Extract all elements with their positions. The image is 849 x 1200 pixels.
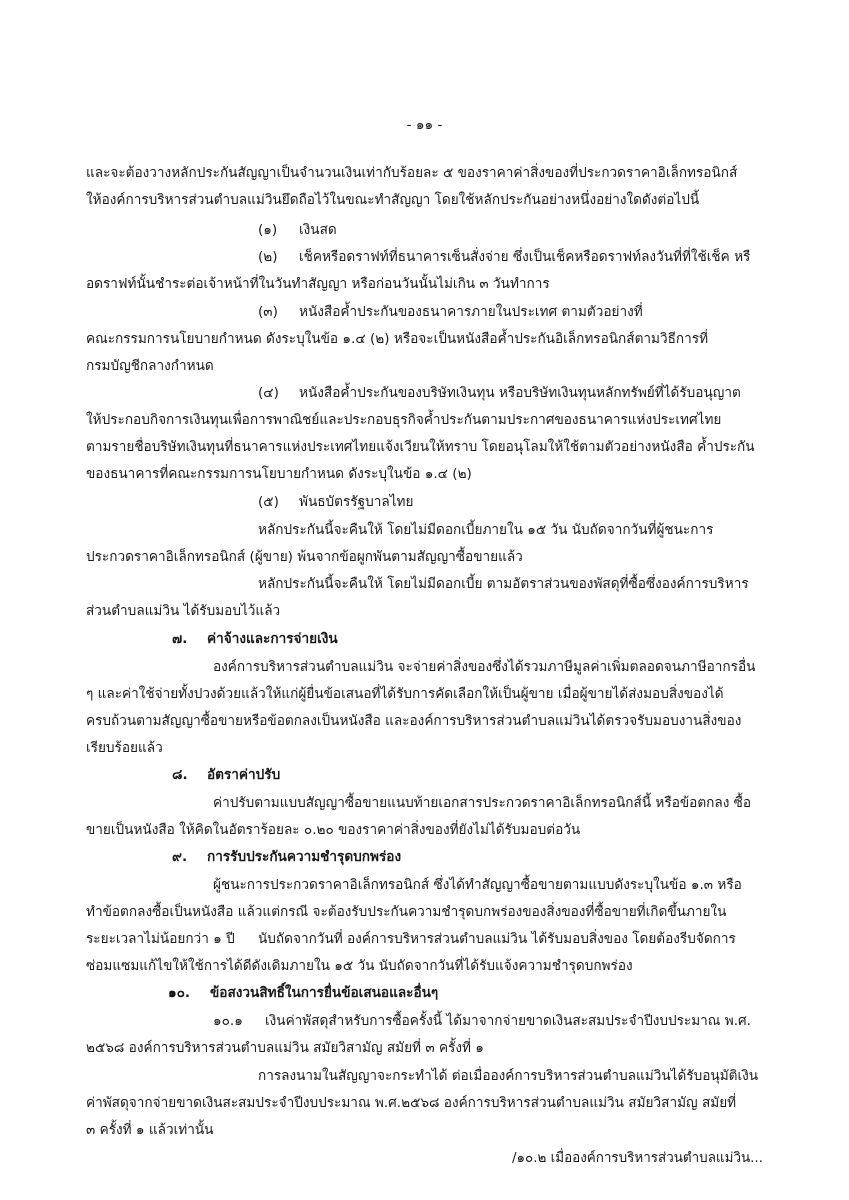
text-line: หนังสือค้ำประกันของธนาคารภายในประเทศ ตามตัวอย่างที่	[299, 304, 643, 320]
text-line: ประกวดราคาอิเล็กทรอนิกส์ (ผู้ขาย) พ้นจากข้อผูกพันตามสัญญาซื้อขายแล้ว	[86, 549, 523, 565]
text-line: เงินค่าพัสดุสำหรับการซื้อครั้งนี้ ได้มาจากจ่ายขาดเงินสะสมประจำปีงบประมาณ พ.ศ.	[265, 1013, 751, 1029]
section-number: ๑๐.	[168, 985, 191, 1001]
text-line: องค์การบริหารส่วนตำบลแม่วิน จะจ่ายค่าสิ่งของซึ่งได้รวมภาษีมูลค่าเพิ่มตลอดจนภาษีอากรอื่น	[213, 659, 756, 675]
section-number: ๙.	[172, 849, 188, 865]
item-number: (๕)	[258, 494, 279, 510]
text-line: ค่าพัสดุจากจ่ายขาดเงินสะสมประจำปีงบประมาณ พ.ศ.๒๕๖๘ องค์การบริหารส่วนตำบลแม่วิน สมัยวิสามัญ สมัยที่	[86, 1095, 737, 1111]
text-line: คณะกรรมการนโยบายกำหนด ดังระบุในข้อ ๑.๔ (๒) หรือจะเป็นหนังสือค้ำประกันอิเล็กทรอนิกส์ตามวิธีการที่	[86, 331, 709, 347]
section-number: ๘.	[172, 767, 188, 783]
text-line: หนังสือค้ำประกันของบริษัทเงินทุน หรือบริษัทเงินทุนหลักทรัพย์ที่ได้รับอนุญาต	[299, 385, 741, 401]
text-line: การลงนามในสัญญาจะกระทำได้ ต่อเมื่อองค์การบริหารส่วนตำบลแม่วินได้รับอนุมัติเงิน	[258, 1068, 759, 1084]
text-line: ให้องค์การบริหารส่วนตำบลแม่วินยึดถือไว้ในขณะทำสัญญา โดยใช้หลักประกันอย่างหนึ่งอย่างใดดังต่อไปนี้	[86, 192, 700, 208]
text-line: ให้ประกอบกิจการเงินทุนเพื่อการพาณิชย์และประกอบธุรกิจค้ำประกันตามประกาศของธนาคารแห่งประเทศไทย	[86, 412, 722, 428]
text-line: ๆ และค่าใช้จ่ายทั้งปวงด้วยแล้วให้แก่ผู้ยื่นข้อเสนอที่ได้รับการคัดเลือกให้เป็นผู้ขาย เมื่อผู้ขายได้ส่งมอบสิ่งของได้	[86, 686, 724, 702]
text-line: กรมบัญชีกลางกำหนด	[86, 358, 214, 374]
text-line: เรียบร้อยแล้ว	[86, 740, 163, 756]
item-number: (๓)	[258, 304, 278, 320]
text-line: หลักประกันนี้จะคืนให้ โดยไม่มีดอกเบี้ย ตามอัตราส่วนของพัสดุที่ซื้อซึ่งองค์การบริหาร	[258, 576, 749, 592]
section-number: ๗.	[172, 631, 188, 647]
text-line: ซ่อมแซมแก้ไขให้ใช้การได้ดีดังเดิมภายใน ๑๕ วัน นับถัดจากวันที่ได้รับแจ้งความชำรุดบกพร่อง	[86, 958, 633, 974]
text-line: หลักประกันนี้จะคืนให้ โดยไม่มีดอกเบี้ยภายใน ๑๕ วัน นับถัดจากวันที่ผู้ชนะการ	[258, 522, 714, 538]
continuation-note: /๑๐.๒ เมื่อองค์การบริหารส่วนตำบลแม่วิน...	[512, 1150, 763, 1166]
section-heading: ค่าจ้างและการจ่ายเงิน	[207, 631, 338, 647]
section-heading: อัตราค่าปรับ	[207, 767, 281, 783]
item-number: (๑)	[258, 222, 278, 238]
section-heading: การรับประกันความชำรุดบกพร่อง	[207, 849, 402, 865]
page-number: - ๑๑ -	[406, 117, 443, 133]
text-line: ขายเป็นหนังสือ ให้คิดในอัตราร้อยละ ๐.๒๐ ของราคาค่าสิ่งของที่ยังไม่ได้รับมอบต่อวัน	[86, 822, 581, 838]
text-line: พันธบัตรรัฐบาลไทย	[299, 494, 414, 510]
text-line: นับถัดจากวันที่ องค์การบริหารส่วนตำบลแม่วิน ได้รับมอบสิ่งของ โดยต้องรีบจัดการ	[258, 931, 736, 947]
text-line: ๓ ครั้งที่ ๑ แล้วเท่านั้น	[86, 1122, 214, 1138]
text-line: ค่าปรับตามแบบสัญญาซื้อขายแนบท้ายเอกสารประกวดราคาอิเล็กทรอนิกส์นี้ หรือข้อตกลง ซื้อ	[213, 795, 752, 811]
text-line: ๒๕๖๘ องค์การบริหารส่วนตำบลแม่วิน สมัยวิสามัญ สมัยที่ ๓ ครั้งที่ ๑	[86, 1040, 484, 1056]
text-line: ทำข้อตกลงซื้อเป็นหนังสือ แล้วแต่กรณี จะต้องรับประกันความชำรุดบกพร่องของสิ่งของที่ซื้อขายที่เกิดขึ้นภายใน	[86, 904, 727, 920]
text-line: ส่วนตำบลแม่วิน ได้รับมอบไว้แล้ว	[86, 603, 281, 619]
text-line: ครบถ้วนตามสัญญาซื้อขายหรือข้อตกลงเป็นหนังสือ และองค์การบริหารส่วนตำบลแม่วินได้ตรวจรับมอบงานสิ่งของ	[86, 713, 742, 729]
text-line: ผู้ชนะการประกวดราคาอิเล็กทรอนิกส์ ซึ่งได้ทำสัญญาซื้อขายตามแบบดังระบุในข้อ ๑.๓ หรือ	[213, 877, 742, 893]
text-line: และจะต้องวางหลักประกันสัญญาเป็นจำนวนเงินเท่ากับร้อยละ ๕ ของราคาค่าสิ่งของที่ประกวดราคาอิเล็กทรอนิกส์	[86, 165, 738, 181]
text-line: ระยะเวลาไม่น้อยกว่า ๑ ปี	[86, 931, 235, 947]
text-line: เช็คหรือดราฟท์ที่ธนาคารเซ็นสั่งจ่าย ซึ่งเป็นเช็คหรือดราฟท์ลงวันที่ที่ใช้เช็ค หรื	[299, 249, 751, 265]
section-heading: ข้อสงวนสิทธิ์ในการยื่นข้อเสนอและอื่นๆ	[210, 985, 439, 1001]
text-line: อดราฟท์นั้นชำระต่อเจ้าหน้าที่ในวันทำสัญญา หรือก่อนวันนั้นไม่เกิน ๓ วันทำการ	[86, 276, 550, 292]
text-line: เงินสด	[299, 222, 337, 238]
item-number: (๔)	[258, 385, 279, 401]
item-number: (๒)	[258, 249, 278, 265]
text-line: ของธนาคารที่คณะกรรมการนโยบายกำหนด ดังระบุในข้อ ๑.๔ (๒)	[86, 466, 472, 482]
text-line: ตามรายชื่อบริษัทเงินทุนที่ธนาคารแห่งประเทศไทยแจ้งเวียนให้ทราบ โดยอนุโลมให้ใช้ตามตัวอย่างหนังสือ ค้ำประกัน	[86, 439, 755, 455]
item-number: ๑๐.๑	[213, 1013, 243, 1029]
